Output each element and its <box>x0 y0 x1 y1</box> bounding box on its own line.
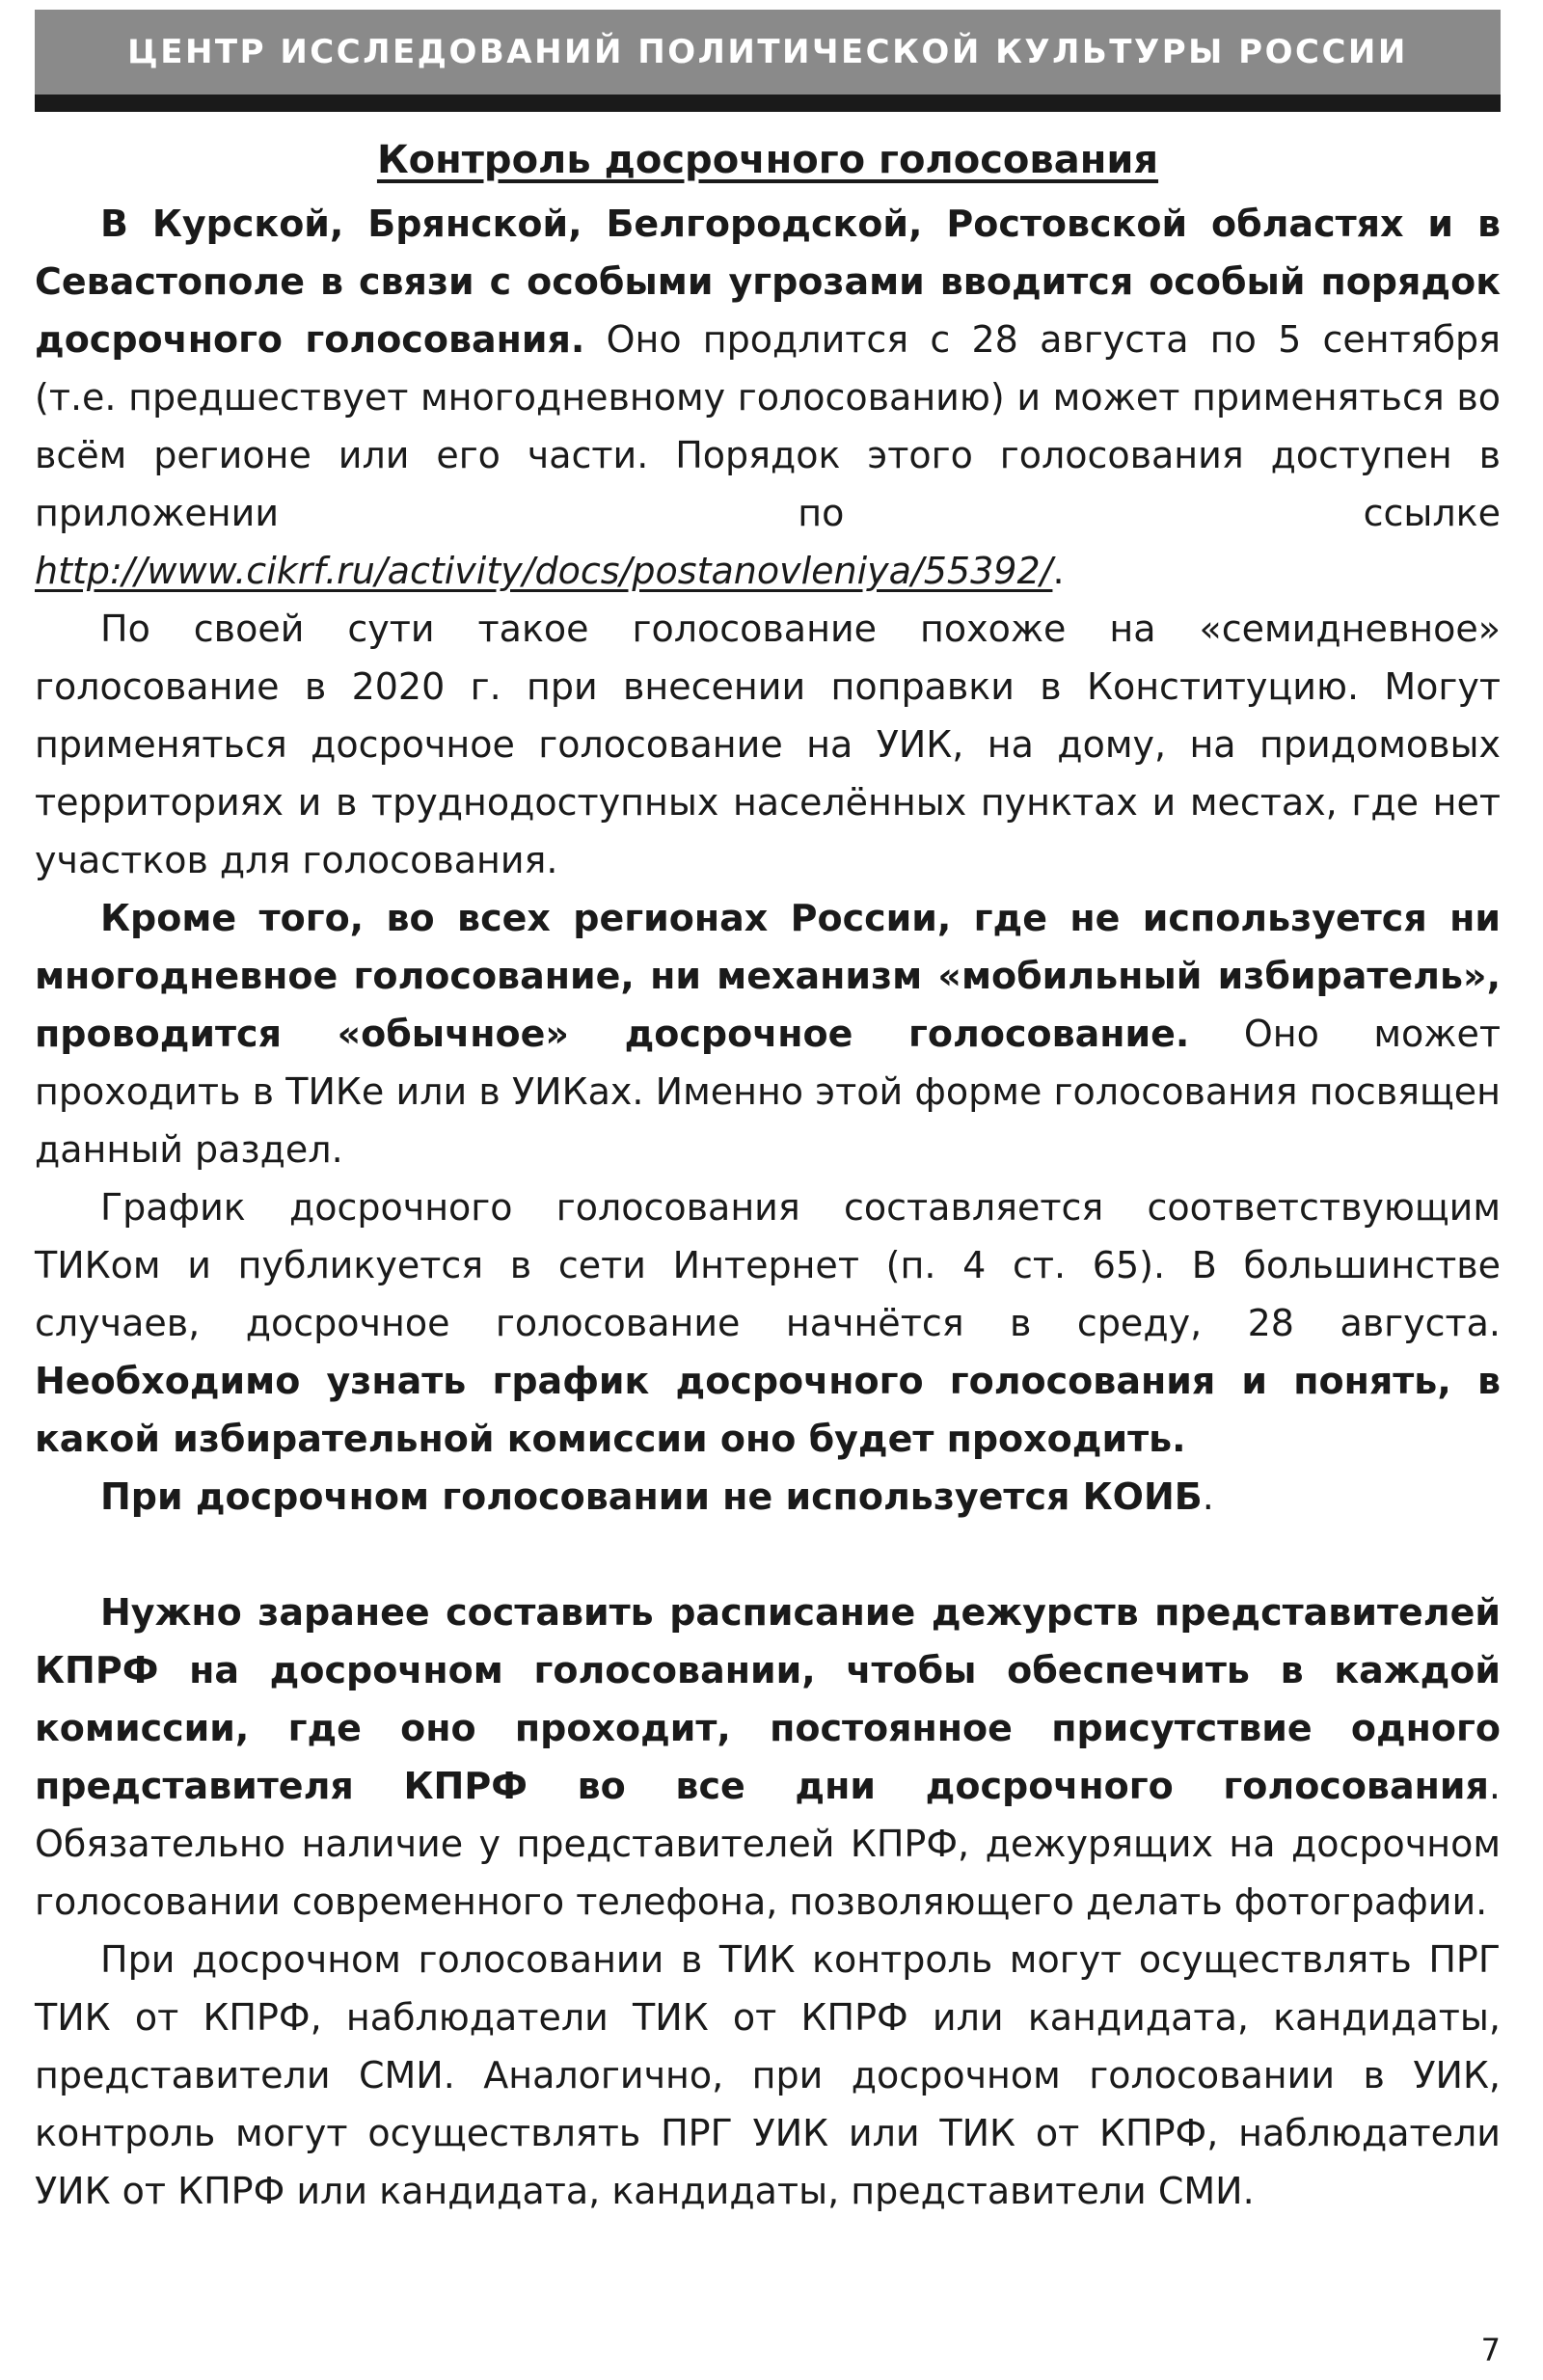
rules-link[interactable]: http://www.cikrf.ru/activity/docs/postanovleniya/55392/ <box>35 550 1053 592</box>
paragraph-2 <box>35 600 1501 889</box>
paragraph-4 <box>35 1178 1501 1468</box>
header-title: ЦЕНТР ИССЛЕДОВАНИЙ ПОЛИТИЧЕСКОЙ КУЛЬТУРЫ РОССИИ <box>127 33 1408 71</box>
section-title: Контроль досрочного голосования <box>376 138 1159 182</box>
paragraph-2-text: По своей сути такое голосование похоже на «семидневное» голосование в 2020 г. при внесении поправки в Конституцию. Могут применяться досрочное голосование на УИК, на дому, на придомовых территориях и в труднодоступных населённых пунктах и местах, где нет участков для голосования. <box>35 608 1501 881</box>
paragraph-1-end: . <box>1052 550 1065 592</box>
paragraph-6-bold: Нужно заранее составить расписание дежурств представителей КПРФ на досрочном голосовании, чтобы обеспечить в каждой комиссии, где оно проходит, постоянное присутствие одного представителя КПРФ во все дни досрочного голосования <box>35 1591 1501 1807</box>
paragraph-5-bold: При досрочном голосовании не используется КОИБ <box>100 1475 1203 1518</box>
main-content <box>35 123 1501 2220</box>
paragraph-gap <box>35 1526 1501 1583</box>
paragraph-4-bold: Необходимо узнать график досрочного голосования и понять, в какой избирательной комиссии оно будет проходить. <box>35 1360 1501 1460</box>
paragraph-1-text: Оно продлится с 28 августа по 5 сентября (т.е. предшествует многодневному голосованию) и может применяться во всём регионе или его части. Порядок этого голосования доступен в приложении по ссылке <box>35 318 1502 534</box>
paragraph-1-bold: В Курской, Брянской, Белгородской, Ростовской областях и в Севастополе в связи с особыми угрозами вводится особый порядок досрочного голосования. <box>35 203 1501 361</box>
paragraph-5-end: . <box>1202 1475 1214 1518</box>
header-band <box>35 10 1501 95</box>
paragraph-7 <box>35 1931 1501 2220</box>
paragraph-4-text: График досрочного голосования составляется соответствующим ТИКом и публикуется в сети Интернет (п. 4 ст. 65). В большинстве случаев, досрочное голосование начнётся в среду, 28 августа. <box>35 1186 1501 1344</box>
header-rule <box>35 95 1501 112</box>
paragraph-6-text: . Обязательно наличие у представителей КПРФ, дежурящих на досрочном голосовании современного телефона, позволяющего делать фотографии. <box>35 1765 1501 1923</box>
page-number: 7 <box>1480 2332 1501 2368</box>
paragraph-1 <box>35 195 1501 600</box>
paragraph-3-bold: Кроме того, во всех регионах России, где не используется ни многодневное голосование, ни механизм «мобильный избиратель», проводится «обычное» досрочное голосование. <box>35 897 1501 1055</box>
paragraph-3-text: Оно может проходить в ТИКе или в УИКах. Именно этой форме голосования посвящен данный раздел. <box>35 1013 1501 1171</box>
paragraph-7-text: При досрочном голосовании в ТИК контроль могут осуществлять ПРГ ТИК от КПРФ, наблюдатели ТИК от КПРФ или кандидата, кандидаты, представители СМИ. Аналогично, при досрочном голосовании в УИК, контроль могут осуществлять ПРГ УИК или ТИК от КПРФ, наблюдатели УИК от КПРФ или кандидата, кандидаты, представители СМИ. <box>35 1938 1501 2212</box>
paragraph-5 <box>35 1468 1501 1526</box>
paragraph-6 <box>35 1583 1501 1931</box>
paragraph-3 <box>35 889 1501 1178</box>
